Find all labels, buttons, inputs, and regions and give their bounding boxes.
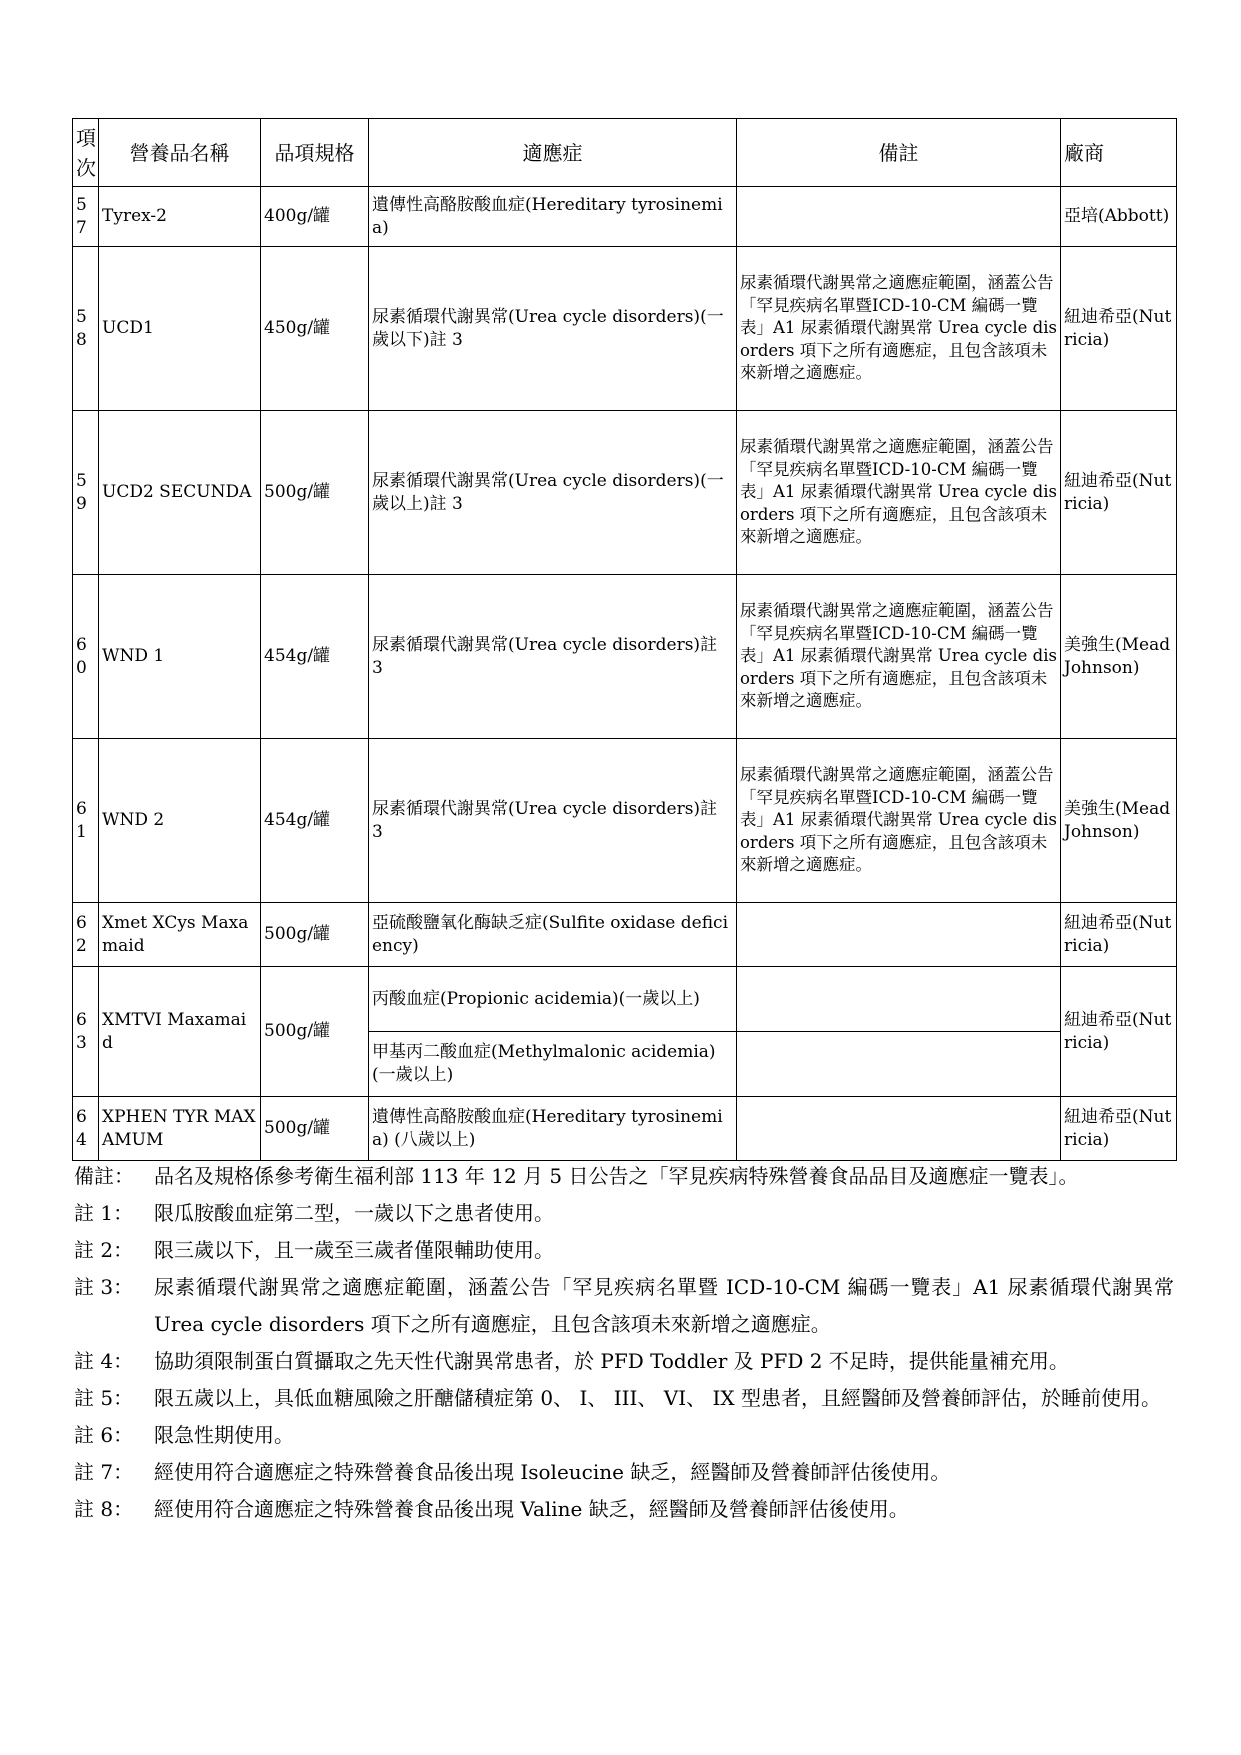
- cell-name: UCD1: [99, 247, 261, 411]
- note-label: 註 8：: [74, 1497, 134, 1521]
- cell-spec: 500g/罐: [261, 967, 369, 1097]
- cell-remark: [737, 903, 1061, 967]
- cell-vendor: 紐迪希亞(Nutricia): [1061, 967, 1177, 1097]
- note-label: 註 4：: [74, 1349, 134, 1373]
- cell-indication: 尿素循環代謝異常(Urea cycle disorders)(一歲以上)註 3: [369, 411, 737, 575]
- cell-no: 61: [73, 739, 99, 903]
- cell-spec: 400g/罐: [261, 187, 369, 247]
- cell-vendor: 亞培(Abbott): [1061, 187, 1177, 247]
- cell-name: XMTVI Maxamaid: [99, 967, 261, 1097]
- table-row: [73, 903, 1177, 967]
- cell-remark: [737, 967, 1061, 1032]
- cell-remark: [737, 187, 1061, 247]
- cell-no: 64: [73, 1097, 99, 1161]
- cell-vendor: 美強生(Mead Johnson): [1061, 739, 1177, 903]
- table-row: [73, 187, 1177, 247]
- cell-indication: 丙酸血症(Propionic acidemia)(一歲以上): [369, 967, 737, 1032]
- header-vendor: 廠商: [1061, 119, 1177, 187]
- cell-vendor: 紐迪希亞(Nutricia): [1061, 903, 1177, 967]
- note-text: 限急性期使用。: [154, 1423, 294, 1447]
- table-header-row: [73, 119, 1177, 187]
- cell-remark: 尿素循環代謝異常之適應症範圍，涵蓋公告「罕見疾病名單暨ICD-10-CM 編碼一覽表」A1 尿素循環代謝異常 Urea cycle disorders 項下之所有適應症，且包含該項未來新增之適應症。: [737, 739, 1061, 903]
- cell-no: 60: [73, 575, 99, 739]
- header-name: 營養品名稱: [99, 119, 261, 187]
- note-2: [74, 1232, 1174, 1269]
- notes-section: [74, 1158, 1174, 1528]
- header-indication: 適應症: [369, 119, 737, 187]
- cell-name: Tyrex-2: [99, 187, 261, 247]
- header-remark: 備註: [737, 119, 1061, 187]
- cell-vendor: 紐迪希亞(Nutricia): [1061, 1097, 1177, 1161]
- cell-name: XPHEN TYR MAXAMUM: [99, 1097, 261, 1161]
- table-row: [73, 1097, 1177, 1161]
- cell-vendor: 紐迪希亞(Nutricia): [1061, 247, 1177, 411]
- note-label: 註 6：: [74, 1423, 134, 1447]
- note-text: 經使用符合適應症之特殊營養食品後出現 Valine 缺乏，經醫師及營養師評估後使用。: [154, 1497, 909, 1521]
- nutrition-table: [72, 118, 1177, 1161]
- cell-indication: 尿素循環代謝異常(Urea cycle disorders)(一歲以下)註 3: [369, 247, 737, 411]
- table-row: [73, 247, 1177, 411]
- cell-remark: [737, 1097, 1061, 1161]
- cell-spec: 500g/罐: [261, 411, 369, 575]
- table-row: [73, 575, 1177, 739]
- cell-indication: 甲基丙二酸血症(Methylmalonic acidemia) (一歲以上): [369, 1032, 737, 1097]
- cell-spec: 500g/罐: [261, 903, 369, 967]
- cell-indication: 亞硫酸鹽氧化酶缺乏症(Sulfite oxidase deficiency): [369, 903, 737, 967]
- cell-remark: [737, 1032, 1061, 1097]
- note-remark: [74, 1158, 1174, 1195]
- note-text: 限瓜胺酸血症第二型，一歲以下之患者使用。: [154, 1201, 554, 1225]
- note-1: [74, 1195, 1174, 1232]
- note-text: 限五歲以上，具低血糖風險之肝醣儲積症第 0、 I、 III、 VI、 IX 型患者，且經醫師及營養師評估，於睡前使用。: [154, 1386, 1161, 1410]
- cell-remark: 尿素循環代謝異常之適應症範圍，涵蓋公告「罕見疾病名單暨ICD-10-CM 編碼一覽表」A1 尿素循環代謝異常 Urea cycle disorders 項下之所有適應症，且包含該項未來新增之適應症。: [737, 247, 1061, 411]
- cell-name: WND 1: [99, 575, 261, 739]
- cell-indication: 尿素循環代謝異常(Urea cycle disorders)註 3: [369, 575, 737, 739]
- cell-remark: 尿素循環代謝異常之適應症範圍，涵蓋公告「罕見疾病名單暨ICD-10-CM 編碼一覽表」A1 尿素循環代謝異常 Urea cycle disorders 項下之所有適應症，且包含該項未來新增之適應症。: [737, 575, 1061, 739]
- note-text: 經使用符合適應症之特殊營養食品後出現 Isoleucine 缺乏，經醫師及營養師評估後使用。: [154, 1460, 951, 1484]
- cell-spec: 454g/罐: [261, 739, 369, 903]
- note-label: 註 1：: [74, 1201, 134, 1225]
- note-label: 註 5：: [74, 1386, 134, 1410]
- note-8: [74, 1491, 1174, 1528]
- note-3: [74, 1269, 1174, 1343]
- note-text: 品名及規格係參考衛生福利部 113 年 12 月 5 日公告之「罕見疾病特殊營養食品品目及適應症一覽表」。: [154, 1164, 1079, 1188]
- cell-indication: 遺傳性高酪胺酸血症(Hereditary tyrosinemia) (八歲以上): [369, 1097, 737, 1161]
- cell-no: 57: [73, 187, 99, 247]
- cell-indication: 尿素循環代謝異常(Urea cycle disorders)註 3: [369, 739, 737, 903]
- note-text: 限三歲以下，且一歲至三歲者僅限輔助使用。: [154, 1238, 554, 1262]
- note-label: 註 3：: [74, 1275, 134, 1299]
- cell-no: 63: [73, 967, 99, 1097]
- cell-name: WND 2: [99, 739, 261, 903]
- note-4: [74, 1343, 1174, 1380]
- header-spec: 品項規格: [261, 119, 369, 187]
- note-7: [74, 1454, 1174, 1491]
- cell-name: Xmet XCys Maxamaid: [99, 903, 261, 967]
- table-row: [73, 411, 1177, 575]
- cell-no: 59: [73, 411, 99, 575]
- note-label: 備註：: [74, 1164, 134, 1188]
- table-row: [73, 967, 1177, 1032]
- cell-spec: 450g/罐: [261, 247, 369, 411]
- cell-no: 58: [73, 247, 99, 411]
- note-5: [74, 1380, 1174, 1417]
- note-text: 協助須限制蛋白質攝取之先天性代謝異常患者，於 PFD Toddler 及 PFD 2 不足時，提供能量補充用。: [154, 1349, 1069, 1373]
- cell-spec: 454g/罐: [261, 575, 369, 739]
- cell-no: 62: [73, 903, 99, 967]
- note-text: 尿素循環代謝異常之適應症範圍，涵蓋公告「罕見疾病名單暨 ICD-10-CM 編碼一覽表」A1 尿素循環代謝異常 Urea cycle disorders 項下之所有適應症，且包含該項未來新增之適應症。: [154, 1275, 1174, 1336]
- note-6: [74, 1417, 1174, 1454]
- cell-spec: 500g/罐: [261, 1097, 369, 1161]
- table-row: [73, 739, 1177, 903]
- header-no: 項次: [73, 119, 99, 187]
- note-label: 註 2：: [74, 1238, 134, 1262]
- cell-name: UCD2 SECUNDA: [99, 411, 261, 575]
- cell-remark: 尿素循環代謝異常之適應症範圍，涵蓋公告「罕見疾病名單暨ICD-10-CM 編碼一覽表」A1 尿素循環代謝異常 Urea cycle disorders 項下之所有適應症，且包含該項未來新增之適應症。: [737, 411, 1061, 575]
- cell-vendor: 美強生(Mead Johnson): [1061, 575, 1177, 739]
- cell-vendor: 紐迪希亞(Nutricia): [1061, 411, 1177, 575]
- cell-indication: 遺傳性高酪胺酸血症(Hereditary tyrosinemia): [369, 187, 737, 247]
- note-label: 註 7：: [74, 1460, 134, 1484]
